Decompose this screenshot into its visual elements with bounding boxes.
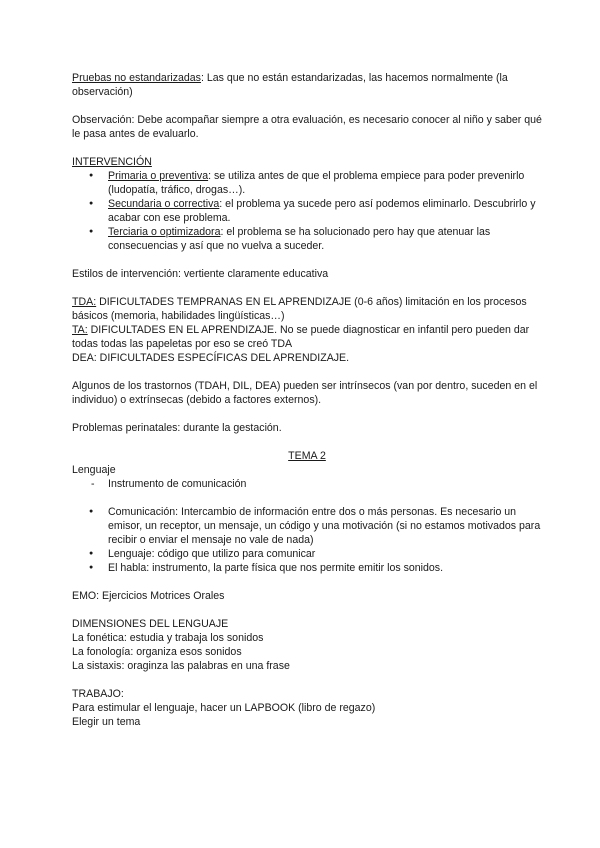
item-text: : el problema ya sucede pero así podemos eliminarlo. Descubrirlo y acabar con ese problema. (108, 198, 536, 224)
perinatales-paragraph: Problemas perinatales: durante la gestación. (72, 422, 282, 434)
list-item (72, 225, 542, 253)
item-text: : se utiliza antes de que el problema empiece para poder prevenirlo (ludopatía, tráfico, drogas…). (108, 170, 525, 196)
dimensiones-line: La fonología: organiza esos sonidos (72, 646, 242, 658)
document-body (72, 71, 542, 729)
item-term: Secundaria o correctiva (108, 198, 220, 210)
dimensiones-line: La sistaxis: oraginza las palabras en una frase (72, 660, 290, 672)
pruebas-text: : Las que no están estandarizadas, las hacemos normalmente (la observación) (72, 72, 508, 98)
list-item: ● Lenguaje: código que utilizo para comunicar (72, 547, 542, 561)
intervencion-list (72, 169, 542, 253)
tda-term: TDA: (72, 296, 97, 308)
lenguaje-dash-list (72, 477, 542, 491)
lenguaje-bullet-list (72, 505, 542, 575)
list-item: ● Comunicación: Intercambio de información entre dos o más personas. Es necesario un emisor, un receptor, un mensaje, un código y una motivación (si no estamos motivados para recibir o enviar el mensaje no vale de nada) (72, 505, 542, 547)
intervencion-heading: INTERVENCIÓN (72, 156, 152, 168)
tda-text: DIFICULTADES TEMPRANAS EN EL APRENDIZAJE (0-6 años) limitación en los procesos básicos (memoria, habilidades lingüísticas…) (72, 296, 527, 322)
observacion-term: Observación (72, 114, 132, 126)
pruebas-term: Pruebas no estandarizadas (72, 72, 201, 84)
ta-text: DIFICULTADES EN EL APRENDIZAJE. No se puede diagnosticar en infantil pero pueden dar todas todas las papeletas por eso se creó TDA (72, 324, 530, 350)
ta-paragraph (72, 323, 542, 351)
dimensiones-line: La fonética: estudia y trabaja los sonidos (72, 632, 264, 644)
pruebas-paragraph (72, 71, 542, 99)
list-item (72, 197, 542, 225)
item-term: Terciaria o optimizadora (108, 226, 221, 238)
trabajo-line: Elegir un tema (72, 716, 141, 728)
tda-paragraph (72, 295, 542, 323)
ta-term: TA: (72, 324, 88, 336)
estilos-paragraph: Estilos de intervención: vertiente claramente educativa (72, 268, 329, 280)
trabajo-heading: TRABAJO: (72, 688, 124, 700)
emo-paragraph: EMO: Ejercicios Motrices Orales (72, 590, 225, 602)
observacion-paragraph (72, 113, 542, 141)
item-term: Primaria o preventiva (108, 170, 209, 182)
trabajo-line: Para estimular el lenguaje, hacer un LAPBOOK (libro de regazo) (72, 702, 376, 714)
observacion-text: : Debe acompañar siempre a otra evaluación, es necesario conocer al niño y saber qué le pasa antes de evaluarlo. (72, 114, 542, 140)
item-text: : el problema se ha solucionado pero hay que atenuar las consecuencias y así que no vuelva a suceder. (108, 226, 491, 252)
trastornos-paragraph: Algunos de los trastornos (TDAH, DIL, DEA) pueden ser intrínsecos (van por dentro, suceden en el individuo) o extrínsecas (debido a factores externos). (72, 380, 538, 406)
list-item: ● El habla: instrumento, la parte física que nos permite emitir los sonidos. (72, 561, 542, 575)
dimensiones-heading: DIMENSIONES DEL LENGUAJE (72, 618, 229, 630)
list-item (72, 169, 542, 197)
list-item: - Instrumento de comunicación (72, 477, 542, 491)
tema-heading: TEMA 2 (288, 450, 326, 462)
dea-paragraph: DEA: DIFICULTADES ESPECÍFICAS DEL APRENDIZAJE. (72, 352, 350, 364)
lenguaje-label: Lenguaje (72, 464, 116, 476)
